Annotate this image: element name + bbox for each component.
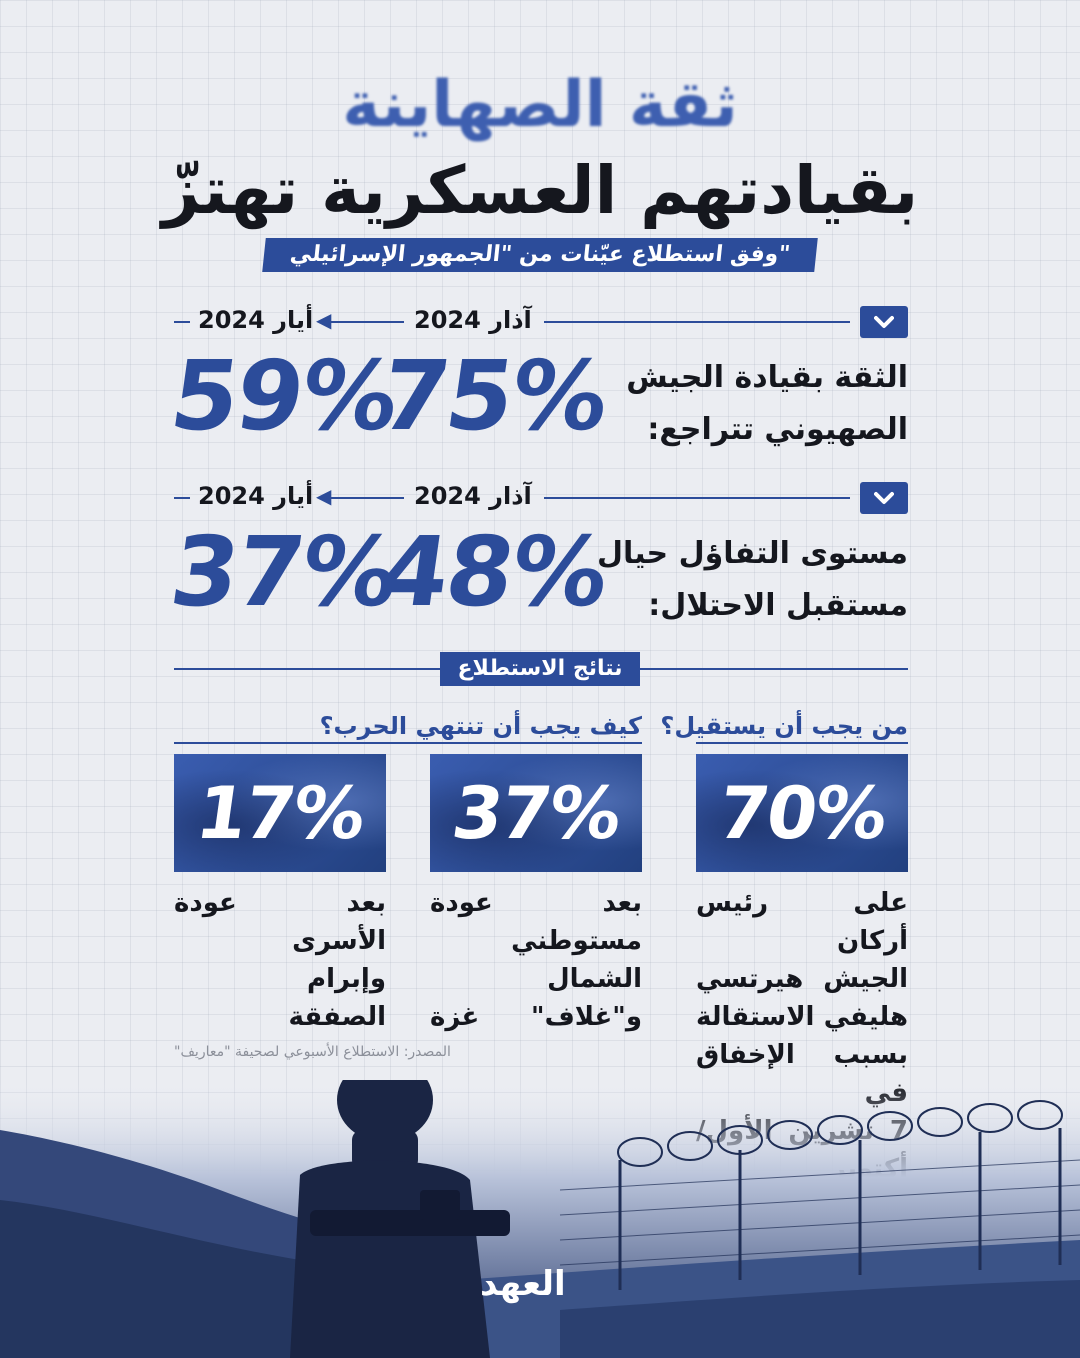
value-march-2: 48%: [374, 516, 614, 628]
row-1-label-line-1: الثقة بقيادة الجيش: [626, 360, 908, 395]
card-value-2: 37%: [446, 771, 626, 855]
card-photo-chief-of-staff: [696, 754, 908, 872]
card-3-line: بعد عودة: [174, 888, 386, 918]
chevron-down-icon: [860, 306, 908, 338]
card-3-line: الصفقة: [288, 1002, 386, 1032]
card-2-line: و"غلاف" غزة: [430, 1002, 642, 1032]
title-line-2: بقيادتهم العسكرية تهتزّ: [161, 152, 919, 229]
card-description-2: [430, 884, 642, 1036]
card-2-line: بعد عودة: [430, 888, 642, 918]
arrow-line: [324, 321, 404, 323]
question-underline: [174, 742, 642, 744]
row-divider: [544, 497, 850, 499]
row-1-label: [590, 352, 908, 456]
subtitle-banner: [262, 238, 818, 272]
date-march: آذار 2024: [414, 306, 532, 334]
value-march-1: 75%: [374, 340, 614, 452]
card-photo-prisoners: [174, 754, 386, 872]
card-2-line: الشمال: [547, 964, 642, 994]
title-line-1: ثقة الصهاينة: [342, 68, 738, 142]
row-2-header: [174, 478, 908, 518]
card-value-3: 17%: [190, 771, 370, 855]
arrow-left-icon: ◀: [316, 308, 332, 332]
row-dash: [174, 321, 190, 323]
brand-logo: العهد: [480, 1264, 566, 1304]
question-underline: [696, 742, 908, 744]
card-1-line: بسبب الإخفاق: [696, 1040, 908, 1070]
date-march: آذار 2024: [414, 482, 532, 510]
arrow-line: [324, 497, 404, 499]
card-description-3: [174, 884, 386, 1036]
row-1-label-line-2: الصهيوني تتراجع:: [647, 412, 908, 447]
subtitle-text: وفق استطلاع عيّنات من "الجمهور الإسرائيلي": [288, 242, 792, 267]
value-may-2: 37%: [164, 516, 404, 628]
card-photo-settlers: [430, 754, 642, 872]
row-2-label-line-1: مستوى التفاؤل حيال: [596, 536, 908, 571]
card-1-line: الجيش هيرتسي: [696, 964, 908, 994]
value-may-1: 59%: [164, 340, 404, 452]
arrow-left-icon: ◀: [316, 484, 332, 508]
source-note: المصدر: الاستطلاع الأسبوعي لصحيفة "معاريف": [174, 1044, 451, 1060]
card-1-line: هليفي الاستقالة: [696, 1002, 908, 1032]
question-resign: من يجب أن يستقيل؟: [660, 712, 908, 740]
chevron-down-icon: [860, 482, 908, 514]
row-1-header: [174, 302, 908, 342]
row-2-label-line-2: مستقبل الاحتلال:: [648, 588, 908, 623]
card-value-1: 70%: [712, 771, 892, 855]
date-may: أيار 2024: [198, 482, 314, 510]
card-3-line: وإبرام: [307, 964, 386, 994]
card-2-line: مستوطني: [511, 926, 642, 956]
section-title: نتائج الاستطلاع: [440, 652, 640, 686]
row-dash: [174, 497, 190, 499]
soldier-fence-background: [0, 1080, 1080, 1358]
card-1-line: على رئيس أركان: [696, 888, 908, 956]
question-war-end: كيف يجب أن تنتهي الحرب؟: [319, 712, 642, 740]
date-may: أيار 2024: [198, 306, 314, 334]
row-2-label: [590, 528, 908, 632]
card-3-line: الأسرى: [292, 926, 386, 956]
row-divider: [544, 321, 850, 323]
